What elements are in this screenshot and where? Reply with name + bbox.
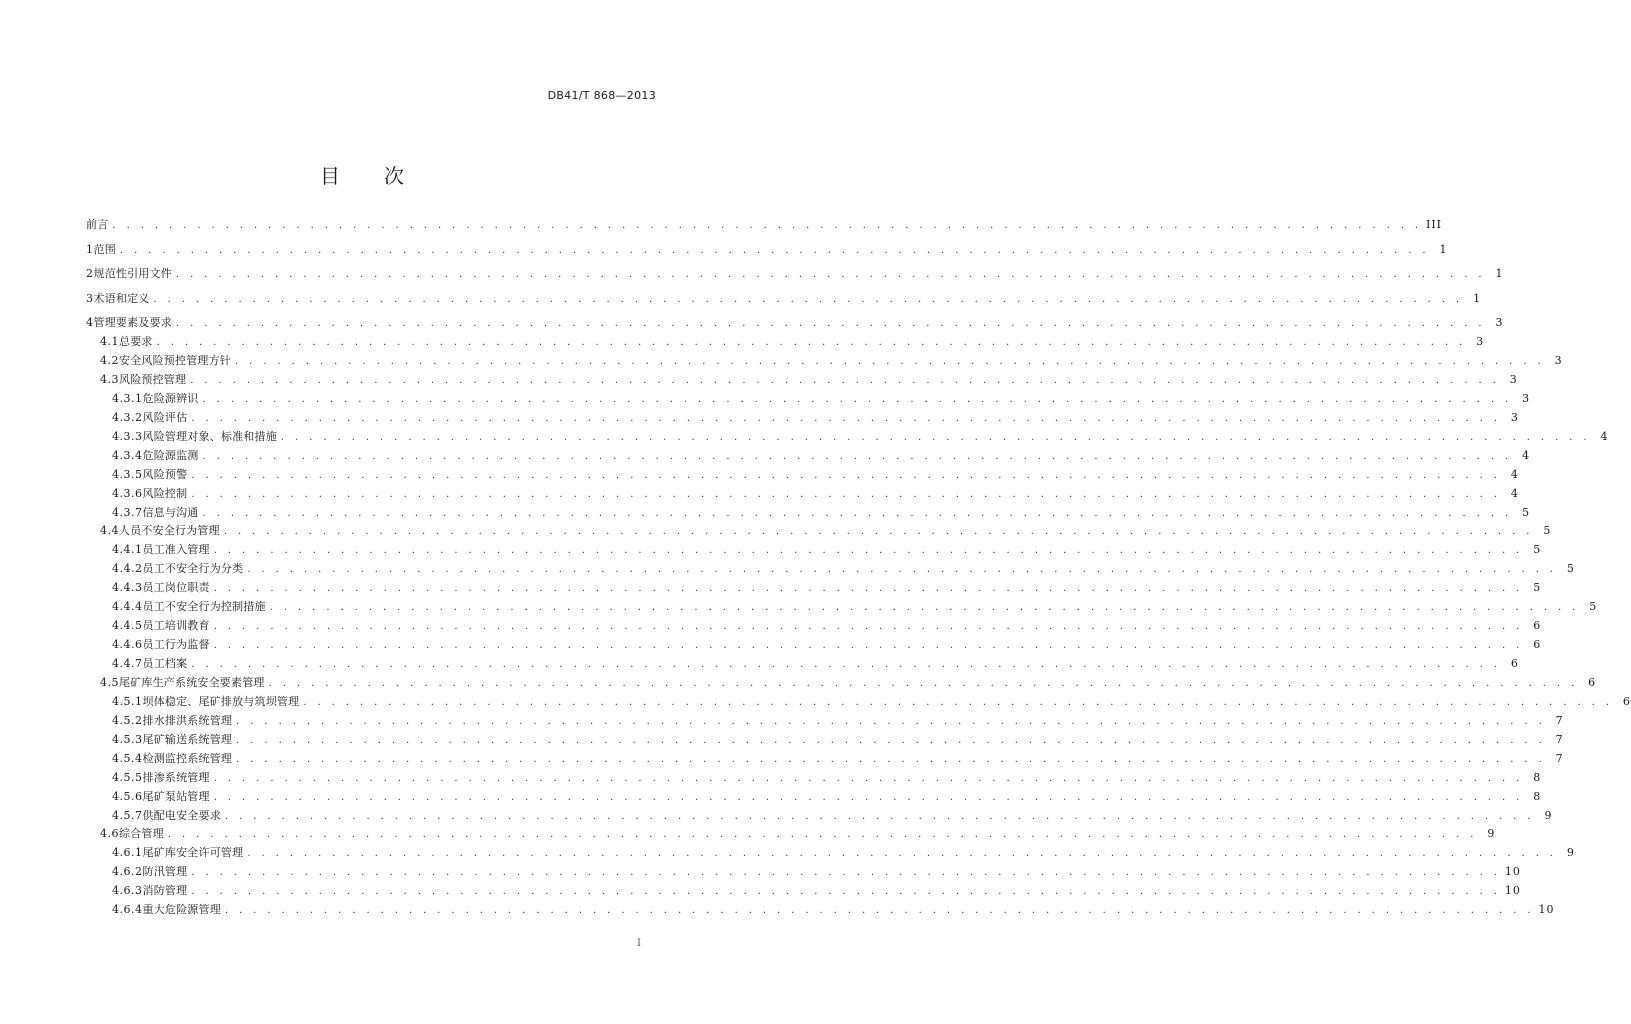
toc-entry[interactable] <box>86 617 1542 636</box>
toc-title: 目次 <box>320 164 448 188</box>
toc-leader-dots: . . . . . . . . . . . . . . . . . . . . . . . . . . . . . . . . . . . . . . . . . . . . . . . . . . . . . . . . . . . . . . . . . . . . . . . . . . . . . . . . . . . . . . . . . . . . . <box>235 356 1545 367</box>
toc-leader-dots: . . . . . . . . . . . . . . . . . . . . . . . . . . . . . . . . . . . . . . . . . . . . . . . . . . . . . . . . . . . . . . . . . . . . . . . . . . . . . . . . . . . . . . . . . . . . . <box>213 583 1524 595</box>
toc-leader-dots: . . . . . . . . . . . . . . . . . . . . . . . . . . . . . . . . . . . . . . . . . . . . . . . . . . . . . . . . . . . . . . . . . . . . . . . . . . . . . . . . . . . . . . . . . . . . . <box>202 450 1513 462</box>
toc-leader-dots: . . . . . . . . . . . . . . . . . . . . . . . . . . . . . . . . . . . . . . . . . . . . . . . . . . . . . . . . . . . . . . . . . . . . . . . . . . . . . . . . . . . . . . . . . . . . . <box>303 696 1613 708</box>
toc-leader-dots: . . . . . . . . . . . . . . . . . . . . . . . . . . . . . . . . . . . . . . . . . . . . . . . . . . . . . . . . . . . . . . . . . . . . . . . . . . . . . . . . . . . . . . . . . . . . . <box>269 602 1580 614</box>
toc-entry[interactable] <box>86 522 1552 541</box>
toc-leader-dots: . . . . . . . . . . . . . . . . . . . . . . . . . . . . . . . . . . . . . . . . . . . . . . . . . . . . . . . . . . . . . . . . . . . . . . . . . . . . . . . . . . . . . . . . . . . . . <box>119 244 1430 256</box>
toc-entry[interactable] <box>86 844 1575 863</box>
toc-entry-number: 4.3.6 <box>112 486 143 500</box>
toc-entry-label: 员工行为监督 <box>142 638 210 652</box>
toc-entry[interactable] <box>86 485 1519 504</box>
toc-entry[interactable] <box>86 314 1504 333</box>
toc-leader-dots: . . . . . . . . . . . . . . . . . . . . . . . . . . . . . . . . . . . . . . . . . . . . . . . . . . . . . . . . . . . . . . . . . . . . . . . . . . . . . . . . . . . . . . . . . . . . . <box>247 848 1557 860</box>
toc-entry-number: 4.6.2 <box>112 865 143 879</box>
toc-entry-page: 5 <box>1522 505 1531 519</box>
toc-entry-number: 4.3.2 <box>112 410 143 424</box>
toc-entry[interactable] <box>86 504 1531 523</box>
toc-entry[interactable] <box>86 560 1575 579</box>
toc-entry-label: 尾矿库安全许可管理 <box>142 846 244 860</box>
toc-entry-page: 3 <box>1554 354 1563 367</box>
toc-leader-dots: . . . . . . . . . . . . . . . . . . . . . . . . . . . . . . . . . . . . . . . . . . . . . . . . . . . . . . . . . . . . . . . . . . . . . . . . . . . . . . . . . . . . . . . . . . . . . <box>202 507 1513 519</box>
toc-entry[interactable] <box>86 466 1519 485</box>
toc-entry-page: 8 <box>1533 789 1542 803</box>
toc-entry[interactable] <box>86 750 1564 769</box>
toc-leader-dots: . . . . . . . . . . . . . . . . . . . . . . . . . . . . . . . . . . . . . . . . . . . . . . . . . . . . . . . . . . . . . . . . . . . . . . . . . . . . . . . . . . . . . . . . . . . . . <box>112 220 1422 231</box>
toc-leader-dots: . . . . . . . . . . . . . . . . . . . . . . . . . . . . . . . . . . . . . . . . . . . . . . . . . . . . . . . . . . . . . . . . . . . . . . . . . . . . . . . . . . . . . . . . . . . . . <box>280 431 1591 443</box>
toc-entry-page: 5 <box>1543 524 1552 538</box>
toc-entry-page: 5 <box>1533 543 1542 557</box>
toc-entry-number: 4.3.5 <box>112 467 143 481</box>
document-code: DB41/T 868—2013 <box>547 89 656 102</box>
toc-entry-page: 4 <box>1522 448 1531 462</box>
toc-entry-number: 4.2 <box>100 354 119 367</box>
toc-entry-label: 员工岗位职责 <box>142 581 210 595</box>
toc-leader-dots: . . . . . . . . . . . . . . . . . . . . . . . . . . . . . . . . . . . . . . . . . . . . . . . . . . . . . . . . . . . . . . . . . . . . . . . . . . . . . . . . . . . . . . . . . . . . . <box>247 564 1557 576</box>
toc-entry-page: 4 <box>1600 429 1609 443</box>
toc-entry-label: 员工准入管理 <box>142 543 210 557</box>
toc-entry-page: 3 <box>1509 372 1518 386</box>
toc-entry-page: 7 <box>1555 751 1564 765</box>
toc-entry-number: 4.4.4 <box>112 600 143 614</box>
toc-leader-dots: . . . . . . . . . . . . . . . . . . . . . . . . . . . . . . . . . . . . . . . . . . . . . . . . . . . . . . . . . . . . . . . . . . . . . . . . . . . . . . . . . . . . . . . . . . . . . <box>213 621 1524 633</box>
toc-entry[interactable] <box>86 241 1448 260</box>
toc-entry-label: 范围 <box>93 242 116 256</box>
toc-leader-dots: . . . . . . . . . . . . . . . . . . . . . . . . . . . . . . . . . . . . . . . . . . . . . . . . . . . . . . . . . . . . . . . . . . . . . . . . . . . . . . . . . . . . . . . . . . . . . <box>191 412 1501 424</box>
toc-entry-page: 3 <box>1476 335 1485 349</box>
toc-entry-label: 员工培训教育 <box>142 619 210 633</box>
toc-entry-page: 4 <box>1510 486 1519 500</box>
toc-entry-number: 4.5.6 <box>112 789 143 803</box>
toc-leader-dots: . . . . . . . . . . . . . . . . . . . . . . . . . . . . . . . . . . . . . . . . . . . . . . . . . . . . . . . . . . . . . . . . . . . . . . . . . . . . . . . . . . . . . . . . . . . . . <box>236 753 1546 765</box>
toc-entry-label: 安全风险预控管理方针 <box>119 354 231 367</box>
toc-entry-label: 排渗系统管理 <box>142 770 210 784</box>
toc-entry-label: 风险管理对象、标准和措施 <box>142 429 277 443</box>
toc-leader-dots: . . . . . . . . . . . . . . . . . . . . . . . . . . . . . . . . . . . . . . . . . . . . . . . . . . . . . . . . . . . . . . . . . . . . . . . . . . . . . . . . . . . . . . . . . . . . . <box>156 337 1467 349</box>
toc-leader-dots: . . . . . . . . . . . . . . . . . . . . . . . . . . . . . . . . . . . . . . . . . . . . . . . . . . . . . . . . . . . . . . . . . . . . . . . . . . . . . . . . . . . . . . . . . . . . . <box>213 545 1524 557</box>
toc-leader-dots: . . . . . . . . . . . . . . . . . . . . . . . . . . . . . . . . . . . . . . . . . . . . . . . . . . . . . . . . . . . . . . . . . . . . . . . . . . . . . . . . . . . . . . . . . . . . . <box>202 393 1513 405</box>
toc-entry-page: 1 <box>1439 242 1448 256</box>
toc-leader-dots: . . . . . . . . . . . . . . . . . . . . . . . . . . . . . . . . . . . . . . . . . . . . . . . . . . . . . . . . . . . . . . . . . . . . . . . . . . . . . . . . . . . . . . . . . . . . . <box>268 677 1579 689</box>
toc-entry[interactable] <box>86 579 1542 598</box>
toc-entry-number: 2 <box>86 267 94 281</box>
toc-leader-dots: . . . . . . . . . . . . . . . . . . . . . . . . . . . . . . . . . . . . . . . . . . . . . . . . . . . . . . . . . . . . . . . . . . . . . . . . . . . . . . . . . . . . . . . . . . . . . <box>191 659 1501 670</box>
toc-entry[interactable] <box>86 333 1485 352</box>
toc-leader-dots: . . . . . . . . . . . . . . . . . . . . . . . . . . . . . . . . . . . . . . . . . . . . . . . . . . . . . . . . . . . . . . . . . . . . . . . . . . . . . . . . . . . . . . . . . . . . . <box>224 810 1535 822</box>
toc-entry-label: 员工不安全行为分类 <box>142 562 244 576</box>
toc-leader-dots: . . . . . . . . . . . . . . . . . . . . . . . . . . . . . . . . . . . . . . . . . . . . . . . . . . . . . . . . . . . . . . . . . . . . . . . . . . . . . . . . . . . . . . . . . . . . . <box>175 318 1486 330</box>
toc-leader-dots: . . . . . . . . . . . . . . . . . . . . . . . . . . . . . . . . . . . . . . . . . . . . . . . . . . . . . . . . . . . . . . . . . . . . . . . . . . . . . . . . . . . . . . . . . . . . . <box>236 734 1546 746</box>
toc-entry-number: 4.4 <box>100 524 119 538</box>
toc-entry-page: 5 <box>1566 562 1575 576</box>
toc-entry-label: 危险源辨识 <box>142 391 199 405</box>
toc-entry-number: 4.5.3 <box>112 732 143 746</box>
toc-entry-label: 员工档案 <box>142 657 188 670</box>
toc-entry[interactable] <box>86 731 1564 750</box>
toc-entry[interactable] <box>86 693 1631 712</box>
toc-entry[interactable] <box>86 371 1518 390</box>
toc-entry[interactable] <box>86 863 1521 882</box>
toc-leader-dots: . . . . . . . . . . . . . . . . . . . . . . . . . . . . . . . . . . . . . . . . . . . . . . . . . . . . . . . . . . . . . . . . . . . . . . . . . . . . . . . . . . . . . . . . . . . . . <box>224 905 1535 917</box>
toc-entry-number: 4.3.7 <box>112 505 143 519</box>
toc-entry-number: 4.3 <box>100 372 119 386</box>
toc-entry-page: 10 <box>1504 884 1521 898</box>
toc-entry-page: 7 <box>1555 732 1564 746</box>
toc-entry-page: 7 <box>1555 713 1564 727</box>
toc-entry-number: 4.4.1 <box>112 543 143 557</box>
toc-entry-number: 4.6.3 <box>112 884 143 898</box>
toc-entry[interactable] <box>86 447 1531 466</box>
toc-entry-label: 危险源监测 <box>142 448 199 462</box>
toc-entry-number: 4.5.1 <box>112 694 143 708</box>
toc-entry-label: 总要求 <box>119 335 153 349</box>
toc-leader-dots: . . . . . . . . . . . . . . . . . . . . . . . . . . . . . . . . . . . . . . . . . . . . . . . . . . . . . . . . . . . . . . . . . . . . . . . . . . . . . . . . . . . . . . . . . . . . . <box>213 640 1524 652</box>
toc-entry-label: 人员不安全行为管理 <box>119 524 220 538</box>
toc-leader-dots: . . . . . . . . . . . . . . . . . . . . . . . . . . . . . . . . . . . . . . . . . . . . . . . . . . . . . . . . . . . . . . . . . . . . . . . . . . . . . . . . . . . . . . . . . . . . . <box>153 293 1464 305</box>
toc-entry-page: 9 <box>1566 846 1575 860</box>
toc-entry-page: 5 <box>1533 581 1542 595</box>
toc-entry-number: 4.5.7 <box>112 808 143 822</box>
toc-entry[interactable] <box>86 769 1542 788</box>
toc-entry[interactable] <box>86 409 1519 428</box>
toc-entry-page: 3 <box>1495 316 1504 330</box>
toc-entry[interactable] <box>86 290 1482 309</box>
toc-entry-page: III <box>1425 218 1443 231</box>
toc-entry-label: 检测监控系统管理 <box>142 751 233 765</box>
toc-entry-label: 风险控制 <box>142 486 188 500</box>
toc-entry[interactable] <box>86 788 1542 807</box>
toc-entry[interactable] <box>86 390 1531 409</box>
toc-entry-label: 信息与沟通 <box>142 505 199 519</box>
toc-entry-page: 9 <box>1544 808 1553 822</box>
toc-entry[interactable] <box>86 598 1598 617</box>
toc-entry-page: 1 <box>1495 267 1504 281</box>
toc-leader-dots: . . . . . . . . . . . . . . . . . . . . . . . . . . . . . . . . . . . . . . . . . . . . . . . . . . . . . . . . . . . . . . . . . . . . . . . . . . . . . . . . . . . . . . . . . . . . . <box>167 829 1478 841</box>
toc-leader-dots: . . . . . . . . . . . . . . . . . . . . . . . . . . . . . . . . . . . . . . . . . . . . . . . . . . . . . . . . . . . . . . . . . . . . . . . . . . . . . . . . . . . . . . . . . . . . . <box>191 886 1501 898</box>
toc-entry-number: 1 <box>86 242 94 256</box>
toc-entry-label: 管理要素及要求 <box>93 316 172 330</box>
toc-entry-number: 4.1 <box>100 335 119 349</box>
toc-entry-label: 防汛管理 <box>142 865 188 879</box>
toc-entry[interactable] <box>86 882 1521 901</box>
toc-entry-label: 员工不安全行为控制措施 <box>142 600 266 614</box>
toc-entry-label: 尾矿输送系统管理 <box>142 732 233 746</box>
toc-entry-number: 4.3.1 <box>112 391 143 405</box>
toc-entry-page: 6 <box>1622 694 1631 708</box>
toc-entry[interactable] <box>86 265 1504 284</box>
toc-entry[interactable] <box>86 825 1496 844</box>
toc-leader-dots: . . . . . . . . . . . . . . . . . . . . . . . . . . . . . . . . . . . . . . . . . . . . . . . . . . . . . . . . . . . . . . . . . . . . . . . . . . . . . . . . . . . . . . . . . . . . . <box>223 526 1534 538</box>
toc-entry-label: 供配电安全要求 <box>142 808 221 822</box>
toc-entry-number: 4.4.2 <box>112 562 143 576</box>
toc-entry-label: 风险预警 <box>142 467 188 481</box>
table-of-contents <box>86 216 1631 920</box>
toc-entry-label: 尾矿泵站管理 <box>142 789 210 803</box>
toc-entry-page: 3 <box>1510 410 1519 424</box>
toc-leader-dots: . . . . . . . . . . . . . . . . . . . . . . . . . . . . . . . . . . . . . . . . . . . . . . . . . . . . . . . . . . . . . . . . . . . . . . . . . . . . . . . . . . . . . . . . . . . . . <box>190 374 1500 386</box>
toc-entry-page: 6 <box>1533 638 1542 652</box>
toc-entry[interactable] <box>86 636 1542 655</box>
toc-entry[interactable] <box>86 901 1555 920</box>
toc-entry[interactable] <box>86 352 1563 371</box>
toc-entry-number: 4.6.4 <box>112 903 143 917</box>
toc-entry-number: 4.3.3 <box>112 429 143 443</box>
toc-leader-dots: . . . . . . . . . . . . . . . . . . . . . . . . . . . . . . . . . . . . . . . . . . . . . . . . . . . . . . . . . . . . . . . . . . . . . . . . . . . . . . . . . . . . . . . . . . . . . <box>175 269 1486 281</box>
toc-entry[interactable] <box>86 807 1553 826</box>
toc-entry-page: 3 <box>1522 391 1531 405</box>
toc-leader-dots: . . . . . . . . . . . . . . . . . . . . . . . . . . . . . . . . . . . . . . . . . . . . . . . . . . . . . . . . . . . . . . . . . . . . . . . . . . . . . . . . . . . . . . . . . . . . . <box>191 488 1501 500</box>
toc-entry-page: 8 <box>1533 770 1542 784</box>
toc-entry-page: 6 <box>1510 657 1519 670</box>
toc-entry-page: 4 <box>1510 467 1519 481</box>
toc-entry-number: 4.4.5 <box>112 619 143 633</box>
toc-entry-label: 风险评估 <box>142 410 188 424</box>
toc-entry-number: 4.3.4 <box>112 448 143 462</box>
page-number: I <box>637 938 641 949</box>
toc-entry-label: 消防管理 <box>142 884 188 898</box>
toc-entry-label: 坝体稳定、尾矿排放与筑坝管理 <box>142 694 300 708</box>
toc-entry-number: 4.4.3 <box>112 581 143 595</box>
toc-entry[interactable] <box>86 674 1597 693</box>
toc-entry[interactable] <box>86 541 1542 560</box>
toc-entry-number: 4.4.6 <box>112 638 143 652</box>
toc-entry[interactable] <box>86 428 1609 447</box>
toc-entry-page: 9 <box>1487 827 1496 841</box>
toc-entry-label: 尾矿库生产系统安全要素管理 <box>119 675 265 689</box>
toc-entry-label: 前言 <box>86 218 109 231</box>
toc-entry-page: 1 <box>1473 291 1482 305</box>
toc-entry-label: 风险预控管理 <box>119 372 187 386</box>
toc-entry[interactable] <box>86 216 1443 235</box>
toc-entry-number: 4.5 <box>100 675 119 689</box>
toc-leader-dots: . . . . . . . . . . . . . . . . . . . . . . . . . . . . . . . . . . . . . . . . . . . . . . . . . . . . . . . . . . . . . . . . . . . . . . . . . . . . . . . . . . . . . . . . . . . . . <box>213 772 1524 784</box>
toc-entry-number: 4.5.4 <box>112 751 143 765</box>
toc-entry-number: 4 <box>86 316 94 330</box>
toc-entry-page: 6 <box>1533 619 1542 633</box>
toc-entry-label: 术语和定义 <box>93 291 150 305</box>
toc-leader-dots: . . . . . . . . . . . . . . . . . . . . . . . . . . . . . . . . . . . . . . . . . . . . . . . . . . . . . . . . . . . . . . . . . . . . . . . . . . . . . . . . . . . . . . . . . . . . . <box>191 469 1501 481</box>
toc-entry-label: 综合管理 <box>119 827 164 841</box>
toc-entry-page: 5 <box>1589 600 1598 614</box>
toc-entry-number: 4.4.7 <box>112 657 143 670</box>
toc-entry-label: 排水排洪系统管理 <box>142 713 233 727</box>
toc-entry-number: 4.6.1 <box>112 846 143 860</box>
toc-leader-dots: . . . . . . . . . . . . . . . . . . . . . . . . . . . . . . . . . . . . . . . . . . . . . . . . . . . . . . . . . . . . . . . . . . . . . . . . . . . . . . . . . . . . . . . . . . . . . <box>191 867 1501 879</box>
toc-entry-number: 4.5.2 <box>112 713 143 727</box>
toc-entry[interactable] <box>86 655 1519 674</box>
toc-entry-label: 规范性引用文件 <box>93 267 172 281</box>
toc-entry-page: 6 <box>1588 675 1597 689</box>
toc-entry-label: 重大危险源管理 <box>142 903 221 917</box>
toc-entry-number: 4.5.5 <box>112 770 143 784</box>
toc-entry-page: 10 <box>1538 903 1555 917</box>
toc-leader-dots: . . . . . . . . . . . . . . . . . . . . . . . . . . . . . . . . . . . . . . . . . . . . . . . . . . . . . . . . . . . . . . . . . . . . . . . . . . . . . . . . . . . . . . . . . . . . . <box>213 791 1524 803</box>
toc-entry-page: 10 <box>1504 865 1521 879</box>
toc-entry-number: 4.6 <box>100 827 119 841</box>
toc-entry-number: 3 <box>86 291 94 305</box>
toc-leader-dots: . . . . . . . . . . . . . . . . . . . . . . . . . . . . . . . . . . . . . . . . . . . . . . . . . . . . . . . . . . . . . . . . . . . . . . . . . . . . . . . . . . . . . . . . . . . . . <box>236 715 1546 727</box>
toc-entry[interactable] <box>86 712 1564 731</box>
